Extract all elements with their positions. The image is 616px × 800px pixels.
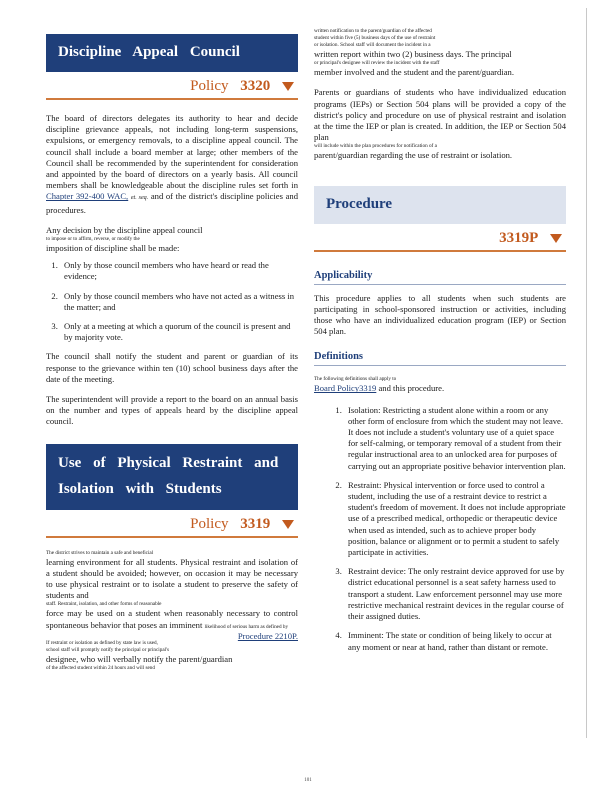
restraint-paragraph-1: The district strives to maintain a safe and beneficial learning environment for all students. Physical restraint and isolation of a student should be avoided; however, on occasion it may be necessary to use physical restraint or to isolate a student to preserve the safety of students and staff. Restraint, isolation, and other forms of reasonable force may be used on a student when reasonably necessary to control spontaneous behavior that poses an imminent likelihood of serious harm as defined by Procedure 2210P. (46, 549, 298, 641)
applicability-heading: Applicability (314, 270, 566, 285)
chapter-link[interactable]: Chapter 392-400 WAC, (46, 191, 129, 202)
discipline-paragraph-1: The board of directors delegates its authority to hear and decide discipline grievance appeals, not including long-term suspensions, expulsions, or emergency removals, to a discipline appeal council. The council shall include a board member at large; other members of the Council shall be recommended by the superintendent for consideration and appointed by the board of directors on a yearly basis. All council members shall be knowledgeable about the discipline rules set forth in Chapter 392-400 WAC, et. seq. and of the district's discipline policies and procedures. (46, 113, 299, 215)
definitions-intro: The following definitions shall apply to Board Policy3319 and this procedure. (314, 376, 445, 394)
restraint-banner: Use of Physical Restraint and Isolation with Students (46, 444, 298, 510)
page-number: 101 (304, 778, 312, 783)
definitions-heading: Definitions (314, 351, 566, 366)
list-item: 3. Restraint device: The only restraint device approved for use by district educational personnel is a seat safety harness used to transport a student. Law enforcement personnel may use more restrictive mechanical restraint devices in the regular course of their assigned duties. (344, 566, 566, 622)
policy-word: Policy (190, 515, 229, 532)
list-item: 4. Imminent: The state or condition of being likely to occur at any moment or near at hand, rather than distant or remote. (344, 630, 566, 652)
right-column (314, 0, 566, 661)
discipline-conditions-list (46, 260, 298, 343)
procedure-2210p-link[interactable]: Procedure 2210P. (237, 630, 298, 641)
left-column (46, 0, 298, 672)
list-item: 3. Only at a meeting at which a quorum of the council is present and by majority vote. (60, 321, 298, 343)
list-item: 2. Only by those council members who have not acted as a witness in the matter; and (60, 291, 298, 313)
discipline-paragraph-4: The superintendent will provide a report to the board on an annual basis on the number and types of appeals heard by the discipline appeal council. (46, 394, 298, 427)
policy-3320-heading (46, 72, 298, 100)
triangle-down-icon (282, 520, 294, 529)
definitions-list (314, 405, 566, 653)
triangle-down-icon (550, 234, 562, 243)
list-item: 1. Isolation: Restricting a student alone within a room or any other form of enclosure from which the student may not leave. It does not include a student's voluntary use of a quiet space for self-calming, or temporary removal of a student from their regular instructional area to an unlocked area for purposes of carrying out an appropriate positive behavior intervention plan. (344, 405, 566, 472)
procedure-number: 3319P (499, 229, 539, 246)
discipline-banner: Discipline Appeal Council (46, 34, 298, 72)
restraint-paragraph-2: If restraint or isolation as defined by state law is used, school staff will promptly notify the principal or principal's designee, who will verbally notify the parent/guardian of the affected student within 24 hours and will send (46, 639, 233, 672)
page-edge-line (586, 8, 587, 738)
applicability-text: This procedure applies to all students when such students are participating in school-sponsored instruction or activities, including those who have an individualized education program (IEP) or Section 504 plan. (314, 292, 566, 337)
list-item: 2. Restraint: Physical intervention or force used to control a student, including the use of a restraint device to restrict a student's freedom of movement. It does not include appropriate use of a prescribed medical, orthopedic or therapeutic device when used as intended, such as to achieve proper body position, balance or alignment or to permit a student to safely participate in activities. (344, 480, 566, 558)
policy-word: Policy (190, 78, 229, 94)
policy-3319-heading (46, 510, 298, 538)
triangle-down-icon (282, 82, 294, 91)
iep-paragraph: Parents or guardians of students who have individualized education programs (IEPs) or Section 504 plans will be provided a copy of the district's policy and procedure on use of physical restraint and isolation at the time the IEP or plan is created. In addition, the IEP or Section 504 plan will include within the plan procedures for notification of a parent/guardian regarding the use of restraint or isolation. (314, 87, 566, 161)
discipline-paragraph-3: The council shall notify the student and parent or guardian of its response to the grievance within ten (10) school business days after the date of the meeting. (46, 351, 298, 384)
procedure-banner: Procedure (314, 186, 566, 224)
policy-number: 3319 (240, 515, 271, 532)
restraint-continued-paragraph: written notification to the parent/guardian of the affected student within five (5) business days of the use of restraint or isolation. School staff will document the incident in a written report within two (2) business days. The principal or principal's designee will review the incident with the staff member involved and the student and the parent/guardian. (314, 28, 514, 78)
discipline-paragraph-2: Any decision by the discipline appeal council to impose or to affirm, reverse, or modify the imposition of discipline shall be made: (46, 224, 203, 254)
board-policy-3319-link[interactable]: Board Policy3319 (314, 383, 377, 394)
list-item: 1. Only by those council members who have heard or read the evidence; (60, 260, 298, 282)
policy-number: 3320 (240, 78, 271, 94)
procedure-3319p-heading (314, 224, 566, 252)
